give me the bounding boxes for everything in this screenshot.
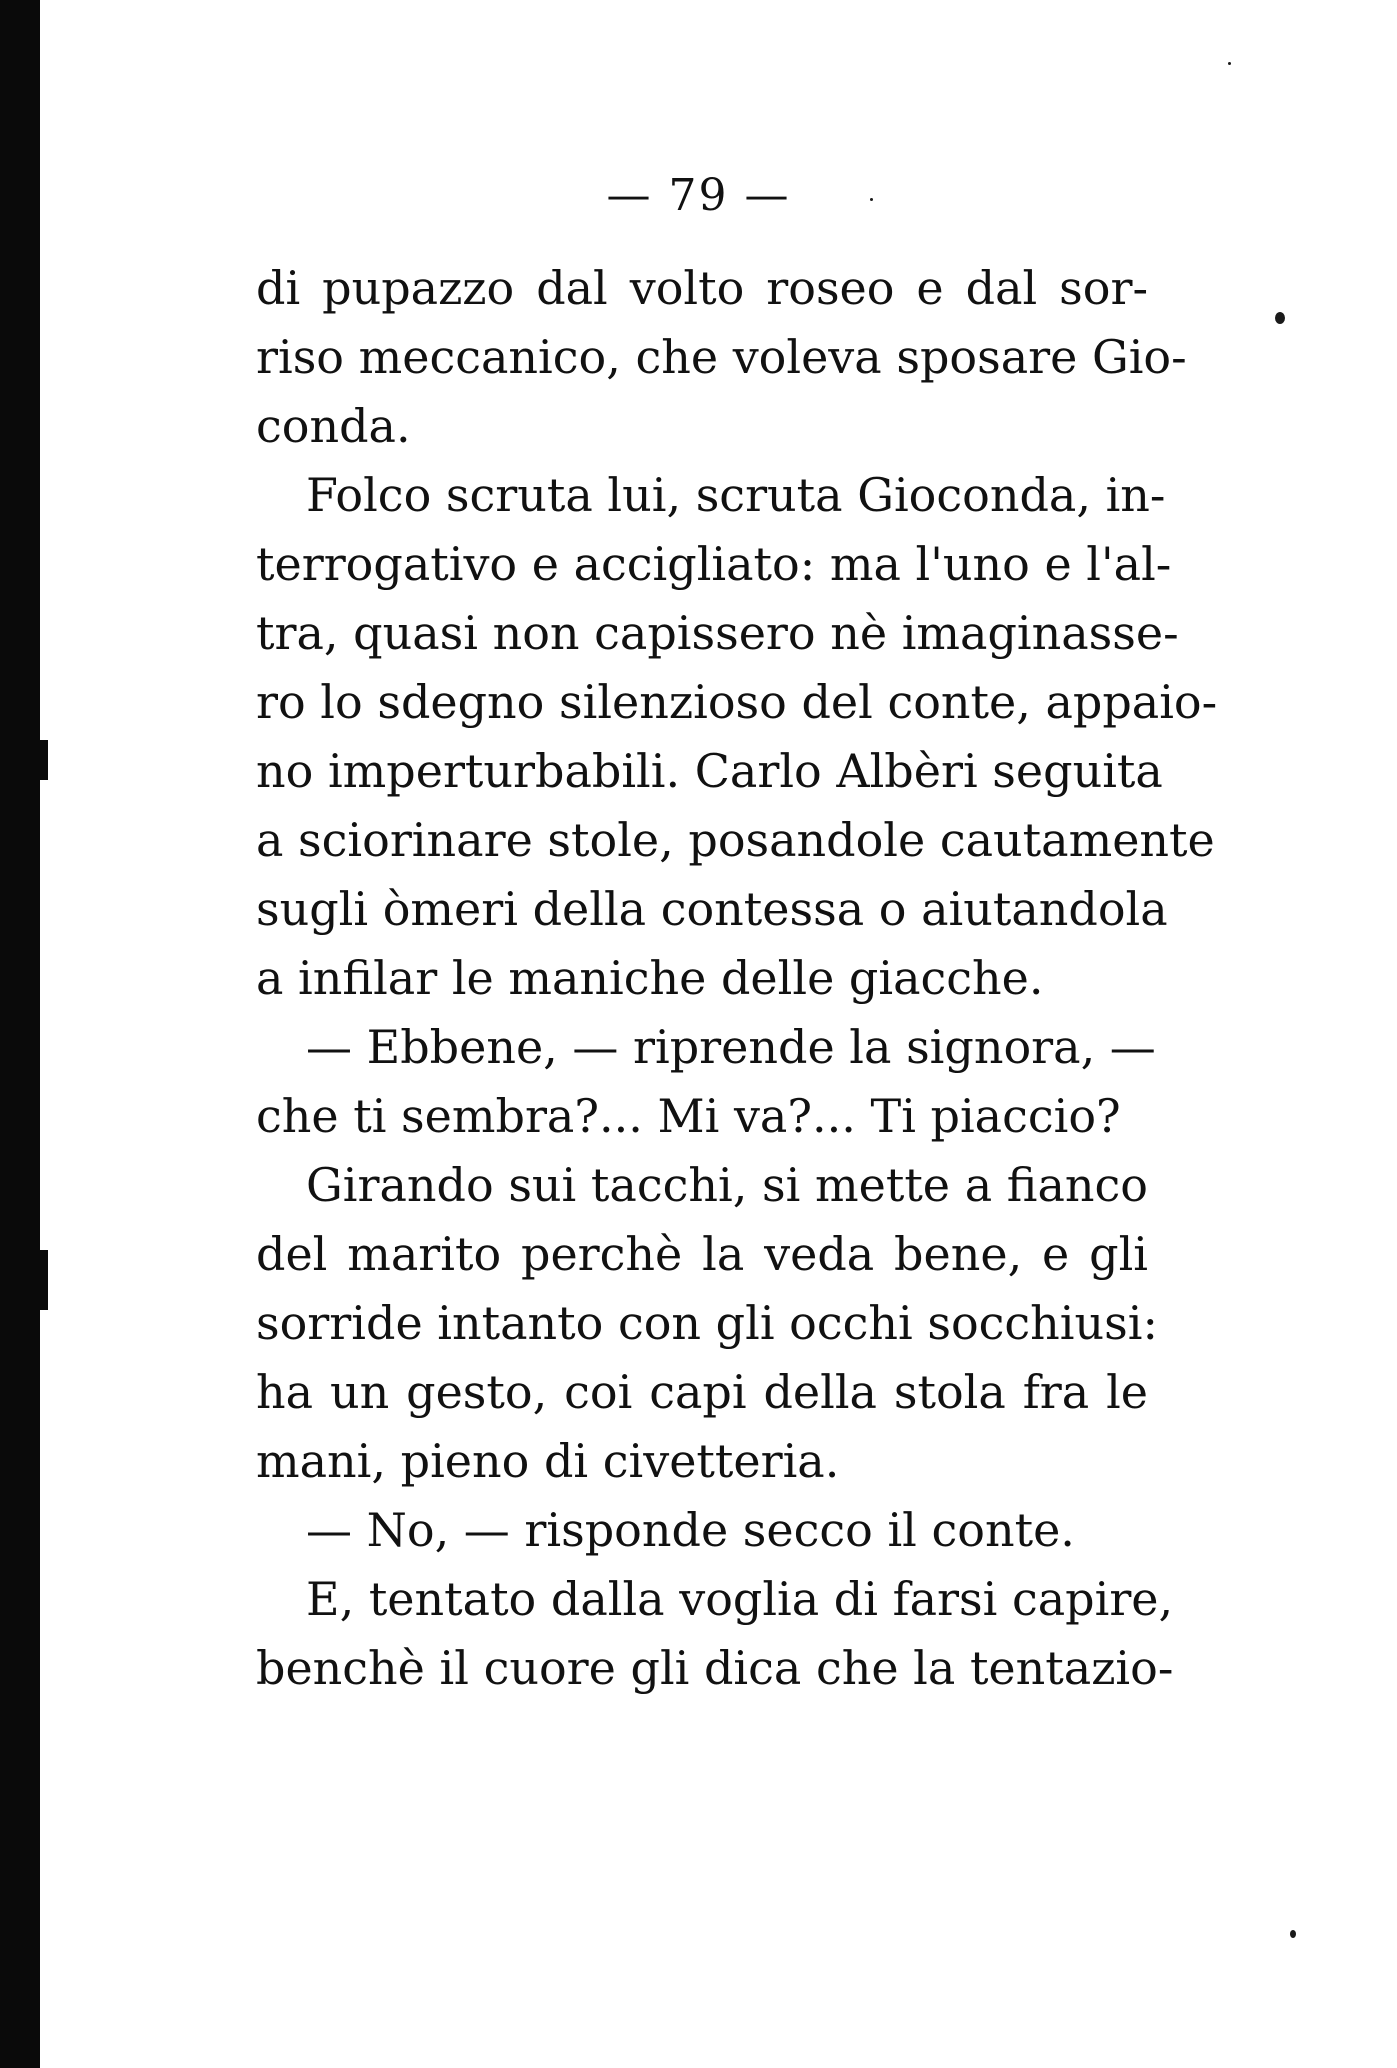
text-line: conda. xyxy=(256,399,411,453)
scan-speck xyxy=(870,198,873,201)
text-line: E, tentato dalla voglia di farsi capire, xyxy=(306,1572,1174,1626)
text-line: — No, — risponde secco il conte. xyxy=(306,1503,1075,1557)
text-line: mani, pieno di civetteria. xyxy=(256,1434,840,1488)
scan-speck xyxy=(1228,62,1231,65)
scan-speck xyxy=(1290,1930,1296,1938)
binding-notch xyxy=(40,740,48,780)
text-line: no imperturbabili. Carlo Albèri seguita xyxy=(256,744,1163,798)
text-line: che ti sembra?... Mi va?... Ti piaccio? xyxy=(256,1089,1121,1143)
text-line: del marito perchè la veda bene, e gli xyxy=(256,1227,1148,1281)
body-text xyxy=(256,254,1218,1703)
binding-notch xyxy=(40,1250,48,1310)
binding-edge xyxy=(0,0,40,2068)
text-line: Folco scruta lui, scruta Gioconda, in- xyxy=(306,468,1166,522)
text-line: a infilar le maniche delle giacche. xyxy=(256,951,1044,1005)
text-line: Girando sui tacchi, si mette a fianco xyxy=(306,1158,1148,1212)
text-line: di pupazzo dal volto roseo e dal sor- xyxy=(256,261,1148,315)
page-number: — 79 — xyxy=(606,170,791,221)
text-line: sorride intanto con gli occhi socchiusi: xyxy=(256,1296,1158,1350)
text-line: sugli òmeri della contessa o aiutandola xyxy=(256,882,1168,936)
scan-speck xyxy=(1275,312,1285,324)
text-line: ha un gesto, coi capi della stola fra le xyxy=(256,1365,1148,1419)
text-line: tra, quasi non capissero nè imaginasse- xyxy=(256,606,1179,660)
text-line: benchè il cuore gli dica che la tentazio- xyxy=(256,1641,1174,1695)
text-line: a sciorinare stole, posandole cautamente xyxy=(256,813,1215,867)
text-line: terrogativo e accigliato: ma l'uno e l'al- xyxy=(256,537,1172,591)
text-line: ro lo sdegno silenzioso del conte, appaio- xyxy=(256,675,1218,729)
text-line: riso meccanico, che voleva sposare Gio- xyxy=(256,330,1187,384)
text-line: — Ebbene, — riprende la signora, — xyxy=(306,1020,1156,1074)
